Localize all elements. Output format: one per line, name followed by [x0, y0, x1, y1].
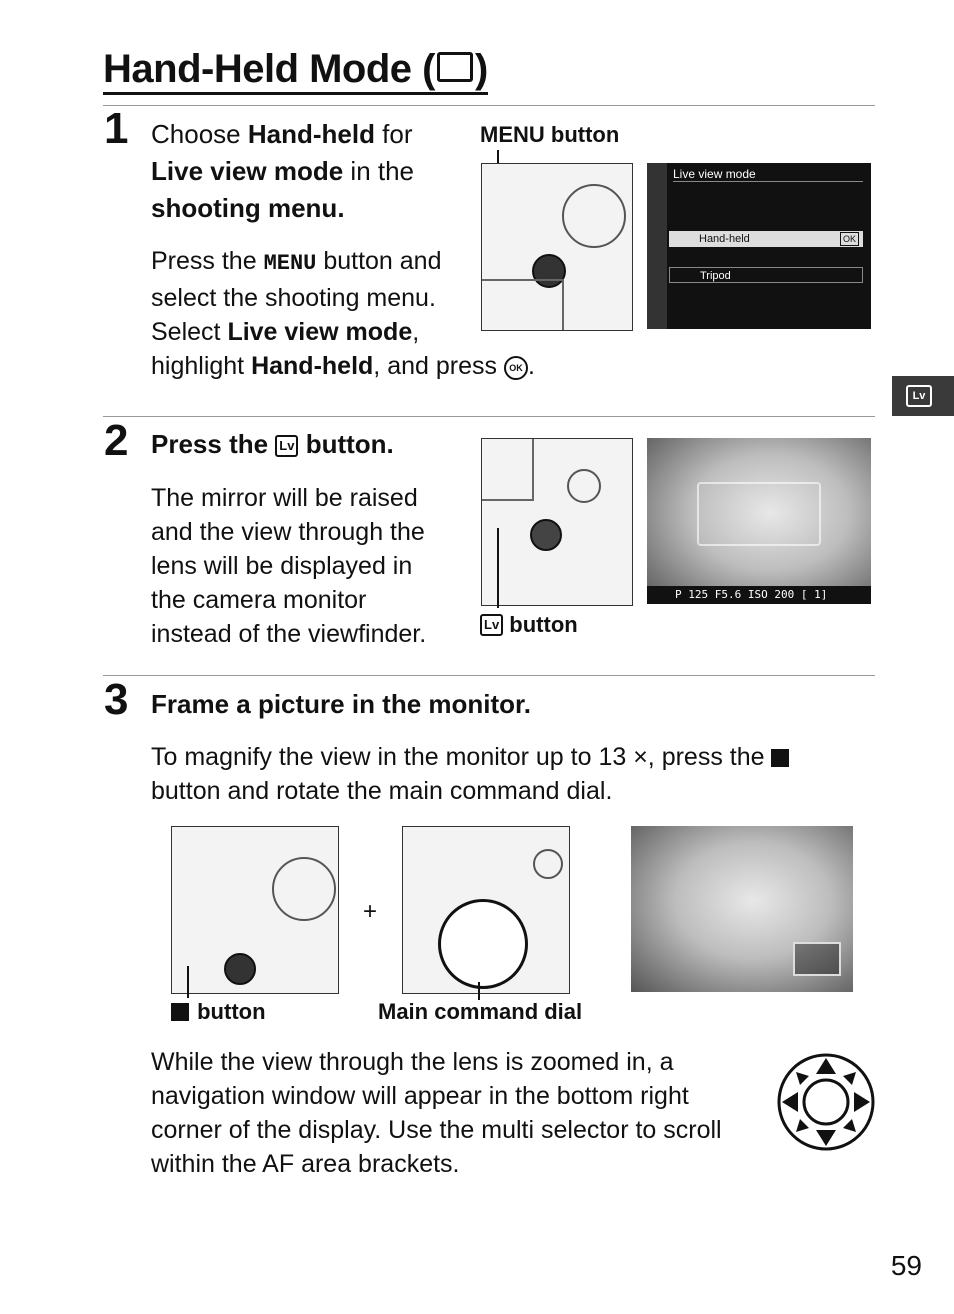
step-body: The mirror will be raised and the view through the lens will be displayed in the camera monitor instead of the viewfinder. [151, 484, 427, 648]
zoomed-photo [631, 826, 853, 992]
ok-icon: OK [504, 356, 528, 380]
viewfinder-icon [562, 184, 626, 248]
af-area-brackets [697, 482, 821, 546]
leader-line [497, 528, 499, 608]
divider [103, 416, 875, 417]
camera-zoom-illustration [171, 826, 339, 994]
camera-back-illustration [481, 163, 633, 331]
plus-sign: + [363, 898, 378, 925]
step-body: Press the MENU button and select the shooting menu. Select Live view mode, highlight Hand-held, and press OK . [151, 247, 535, 380]
live-view-icon: Lv [480, 614, 503, 636]
command-dial-illustration [402, 826, 570, 994]
main-command-dial-icon [438, 899, 528, 989]
live-view-photo [647, 438, 871, 604]
step-heading: Frame a picture in the monitor. [151, 689, 531, 719]
lv-button-label: Lv button [480, 612, 578, 638]
hand-held-icon [437, 52, 473, 82]
live-view-icon: Lv [906, 385, 932, 407]
step-heading: Choose Hand-held for Live view mode in the shooting menu. [151, 119, 415, 223]
step-body: While the view through the lens is zoomed in, a navigation window will appear in the bottom right corner of the display. Use the multi selector to scroll within the AF area brackets. [151, 1048, 722, 1178]
menu-screen [647, 163, 871, 329]
menu-sidebar [647, 163, 667, 329]
step-intro: To magnify the view in the monitor up to 13 ×, press the button and rotate the main command dial. [151, 740, 871, 808]
step-number: 1 [104, 104, 129, 153]
page-title: Hand-Held Mode ( ) [103, 46, 488, 95]
camera-lv-illustration [481, 438, 633, 606]
side-tab [892, 376, 954, 416]
zoom-button-label: button [171, 999, 266, 1025]
zoom-in-icon [771, 749, 789, 767]
step-number: 2 [104, 416, 129, 465]
dial-icon [567, 469, 601, 503]
zoom-button-icon [224, 953, 256, 985]
menu-item-tripod[interactable]: Tripod [669, 267, 863, 283]
navigation-window [793, 942, 841, 976]
leader-line [187, 966, 189, 998]
zoom-in-icon [171, 1003, 189, 1021]
command-dial-label: Main command dial [378, 999, 583, 1024]
status-bar: P 125 F5.6 ISO 200 [ 1] [647, 586, 871, 604]
menu-button-label: MENU button [480, 122, 620, 147]
lv-button-icon [530, 519, 562, 551]
ok-badge: OK [840, 232, 859, 246]
eyepiece-icon [272, 857, 336, 921]
menu-item-hand-held[interactable]: Hand-held OK [669, 231, 863, 247]
menu-title: Live view mode [673, 167, 863, 182]
leader-line [478, 982, 480, 1000]
step-number: 3 [104, 675, 129, 724]
step-heading: Press the Lv button. [151, 429, 394, 459]
multi-selector-icon [776, 1052, 876, 1152]
divider [103, 105, 875, 106]
page-number: 59 [890, 1250, 922, 1281]
live-view-icon: Lv [275, 435, 298, 457]
menu-button-glyph: MENU [263, 251, 317, 276]
divider [103, 675, 875, 676]
